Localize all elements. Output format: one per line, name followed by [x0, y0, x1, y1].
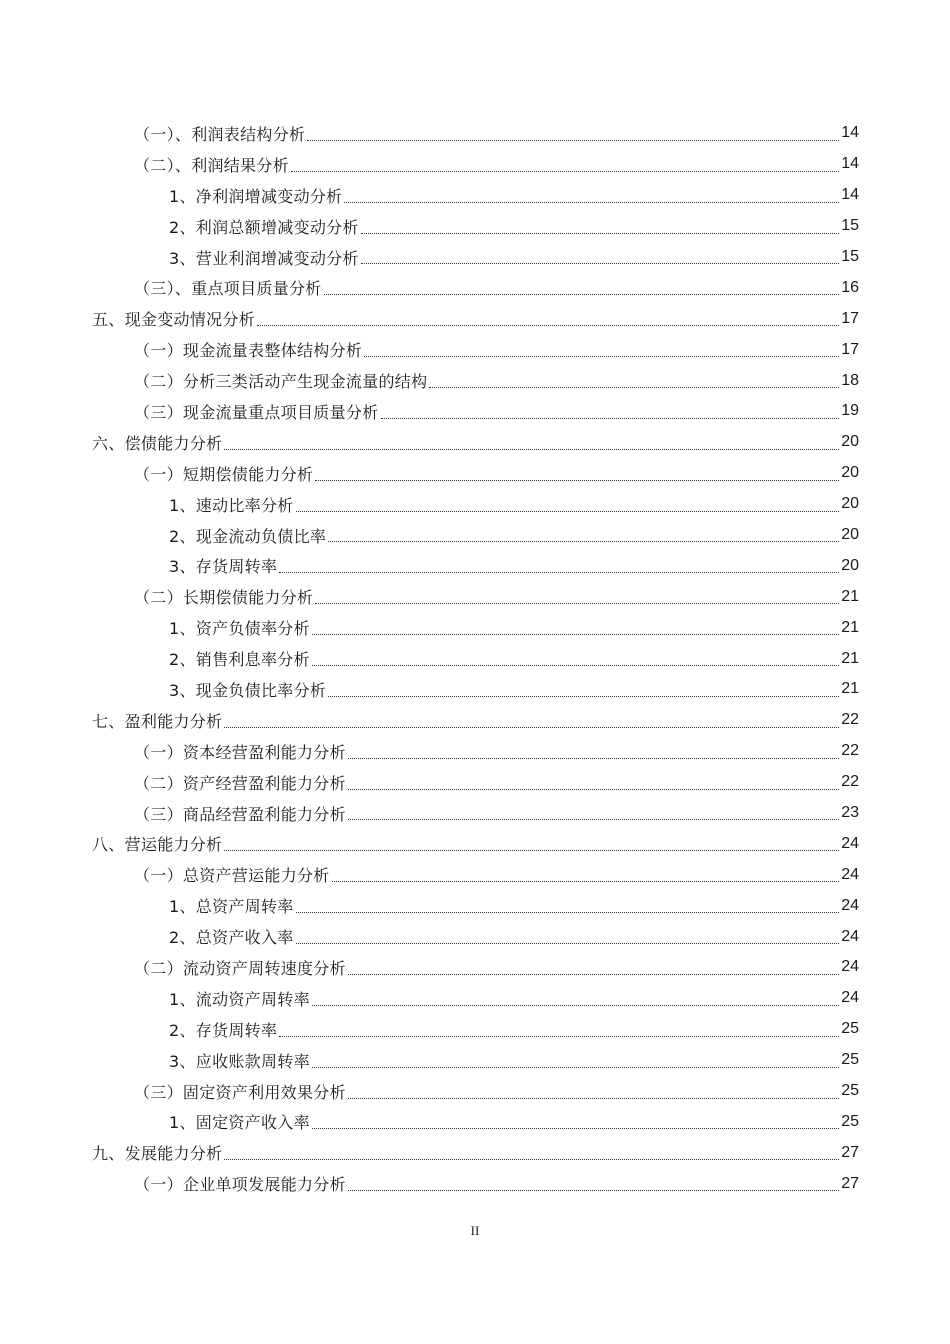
toc-entry[interactable] — [0, 396, 950, 427]
toc-entry-title: 2、总资产收入率 — [169, 928, 294, 948]
toc-entry-page: 24 — [841, 927, 859, 945]
toc-entry[interactable] — [0, 736, 950, 767]
toc-entry-page: 21 — [841, 618, 859, 636]
toc-dot-leader — [296, 510, 840, 512]
toc-entry[interactable] — [0, 211, 950, 242]
toc-entry[interactable] — [0, 828, 950, 859]
toc-dot-leader — [348, 1189, 839, 1191]
toc-entry-page: 24 — [841, 865, 859, 883]
toc-entry[interactable] — [0, 458, 950, 489]
toc-dot-leader — [348, 973, 839, 975]
toc-dot-leader — [224, 726, 839, 728]
table-of-contents — [0, 118, 950, 1199]
toc-entry-page: 14 — [841, 124, 859, 142]
toc-entry-title: （三）、重点项目质量分析 — [134, 279, 322, 299]
toc-entry[interactable] — [0, 705, 950, 736]
toc-entry-page: 23 — [841, 804, 859, 822]
toc-entry-page: 15 — [841, 217, 859, 235]
toc-dot-leader — [224, 1158, 839, 1160]
toc-entry-page: 20 — [841, 556, 859, 574]
toc-dot-leader — [328, 695, 839, 697]
toc-dot-leader — [296, 911, 840, 913]
toc-entry-title: （一）资本经营盈利能力分析 — [134, 742, 346, 762]
toc-entry-page: 25 — [841, 1112, 859, 1130]
toc-dot-leader — [312, 1004, 839, 1006]
toc-entry-page: 25 — [841, 1051, 859, 1069]
toc-entry-title: 七、盈利能力分析 — [92, 711, 223, 731]
toc-entry[interactable] — [0, 365, 950, 396]
toc-entry[interactable] — [0, 890, 950, 921]
toc-dot-leader — [307, 139, 839, 141]
toc-entry-page: 24 — [841, 958, 859, 976]
toc-entry-title: 1、流动资产周转率 — [169, 989, 310, 1009]
toc-dot-leader — [224, 448, 839, 450]
toc-entry-title: 1、速动比率分析 — [169, 495, 294, 515]
toc-entry-title: 2、销售利息率分析 — [169, 650, 310, 670]
toc-entry[interactable] — [0, 1045, 950, 1076]
toc-entry-page: 22 — [841, 711, 859, 729]
toc-dot-leader — [361, 232, 839, 234]
toc-entry-page: 16 — [841, 278, 859, 296]
toc-entry-title: 2、现金流动负债比率 — [169, 526, 327, 546]
toc-entry-page: 17 — [841, 309, 859, 327]
toc-entry-page: 25 — [841, 1082, 859, 1100]
toc-dot-leader — [332, 880, 840, 882]
toc-dot-leader — [315, 479, 839, 481]
toc-dot-leader — [361, 262, 839, 264]
toc-entry-title: 1、固定资产收入率 — [169, 1113, 310, 1133]
toc-dot-leader — [312, 664, 839, 666]
toc-entry[interactable] — [0, 520, 950, 551]
toc-dot-leader — [312, 1127, 839, 1129]
toc-entry[interactable] — [0, 952, 950, 983]
toc-entry[interactable] — [0, 581, 950, 612]
toc-entry-page: 20 — [841, 433, 859, 451]
toc-entry-title: 1、资产负债率分析 — [169, 619, 310, 639]
toc-entry-title: 2、存货周转率 — [169, 1020, 278, 1040]
toc-dot-leader — [364, 355, 839, 357]
toc-entry[interactable] — [0, 798, 950, 829]
toc-entry-title: 九、发展能力分析 — [92, 1144, 223, 1164]
toc-entry-page: 19 — [841, 402, 859, 420]
toc-dot-leader — [279, 571, 839, 573]
toc-entry-page: 27 — [841, 1143, 859, 1161]
toc-dot-leader — [279, 1035, 839, 1037]
toc-entry[interactable] — [0, 272, 950, 303]
toc-entry[interactable] — [0, 767, 950, 798]
toc-dot-leader — [328, 540, 839, 542]
toc-entry[interactable] — [0, 921, 950, 952]
toc-entry-title: （三）现金流量重点项目质量分析 — [134, 402, 379, 422]
toc-entry-page: 22 — [841, 773, 859, 791]
toc-entry[interactable] — [0, 334, 950, 365]
toc-dot-leader — [315, 602, 839, 604]
toc-entry-title: （一）企业单项发展能力分析 — [134, 1175, 346, 1195]
page-number: II — [470, 1223, 480, 1238]
toc-dot-leader — [257, 324, 839, 326]
toc-dot-leader — [348, 757, 839, 759]
toc-entry-title: 八、营运能力分析 — [92, 835, 223, 855]
toc-entry[interactable] — [0, 1014, 950, 1045]
toc-dot-leader — [312, 633, 839, 635]
toc-entry[interactable] — [0, 489, 950, 520]
toc-entry[interactable] — [0, 242, 950, 273]
toc-dot-leader — [224, 849, 839, 851]
toc-entry-page: 22 — [841, 742, 859, 760]
toc-entry-title: （二）资产经营盈利能力分析 — [134, 773, 346, 793]
toc-entry[interactable] — [0, 983, 950, 1014]
toc-entry-title: 3、现金负债比率分析 — [169, 680, 327, 700]
toc-entry-title: 3、应收账款周转率 — [169, 1051, 310, 1071]
toc-entry-title: 3、存货周转率 — [169, 557, 278, 577]
toc-entry-page: 24 — [841, 834, 859, 852]
toc-dot-leader — [381, 417, 840, 419]
toc-entry-page: 25 — [841, 1020, 859, 1038]
toc-entry-page: 18 — [841, 371, 859, 389]
toc-entry[interactable] — [0, 1076, 950, 1107]
toc-entry-title: 1、总资产周转率 — [169, 897, 294, 917]
toc-entry-page: 21 — [841, 680, 859, 698]
toc-dot-leader — [348, 1097, 839, 1099]
toc-entry[interactable] — [0, 550, 950, 581]
toc-entry-title: （二）、利润结果分析 — [134, 155, 290, 175]
toc-entry-page: 27 — [841, 1174, 859, 1192]
toc-entry[interactable] — [0, 149, 950, 180]
toc-entry-title: （一）短期偿债能力分析 — [134, 464, 314, 484]
toc-entry-title: 六、偿债能力分析 — [92, 433, 223, 453]
toc-entry-title: （一）现金流量表整体结构分析 — [134, 341, 363, 361]
toc-entry[interactable] — [0, 643, 950, 674]
toc-entry-title: （一）、利润表结构分析 — [134, 124, 306, 144]
toc-dot-leader — [348, 788, 839, 790]
toc-entry[interactable] — [0, 180, 950, 211]
toc-entry-page: 17 — [841, 340, 859, 358]
toc-dot-leader — [344, 201, 839, 203]
toc-entry-page: 24 — [841, 896, 859, 914]
toc-entry-page: 15 — [841, 248, 859, 265]
toc-dot-leader — [291, 170, 839, 172]
toc-entry-title: （二）长期偿债能力分析 — [134, 588, 314, 608]
toc-entry[interactable] — [0, 303, 950, 334]
toc-dot-leader — [429, 386, 839, 388]
toc-entry[interactable] — [0, 859, 950, 890]
toc-entry-page: 24 — [841, 989, 859, 1007]
toc-dot-leader — [296, 942, 840, 944]
toc-entry-page: 14 — [841, 155, 859, 173]
toc-entry-title: 1、净利润增减变动分析 — [169, 186, 343, 206]
toc-entry-title: （三）固定资产利用效果分析 — [134, 1082, 346, 1102]
toc-entry-page: 20 — [841, 495, 859, 513]
toc-entry[interactable] — [0, 1168, 950, 1199]
toc-entry-title: （二）流动资产周转速度分析 — [134, 958, 346, 978]
toc-dot-leader — [312, 1066, 839, 1068]
toc-entry-title: 五、现金变动情况分析 — [92, 310, 256, 330]
toc-dot-leader — [324, 293, 840, 295]
toc-entry-title: 2、利润总额增减变动分析 — [169, 217, 359, 237]
toc-entry-page: 14 — [841, 186, 859, 204]
toc-entry-page: 20 — [841, 464, 859, 482]
toc-entry-page: 21 — [841, 649, 859, 667]
toc-entry[interactable] — [0, 612, 950, 643]
toc-dot-leader — [348, 818, 839, 820]
toc-entry-title: （二）分析三类活动产生现金流量的结构 — [134, 372, 428, 392]
toc-entry[interactable] — [0, 1107, 950, 1138]
toc-entry-title: （三）商品经营盈利能力分析 — [134, 804, 346, 824]
toc-entry[interactable] — [0, 674, 950, 705]
toc-entry[interactable] — [0, 1137, 950, 1168]
toc-entry-page: 20 — [841, 526, 859, 544]
toc-entry-title: （一）总资产营运能力分析 — [134, 866, 330, 886]
toc-entry-title: 3、营业利润增减变动分析 — [169, 248, 359, 268]
toc-entry[interactable] — [0, 118, 950, 149]
toc-entry[interactable] — [0, 427, 950, 458]
toc-entry-page: 21 — [841, 587, 859, 605]
